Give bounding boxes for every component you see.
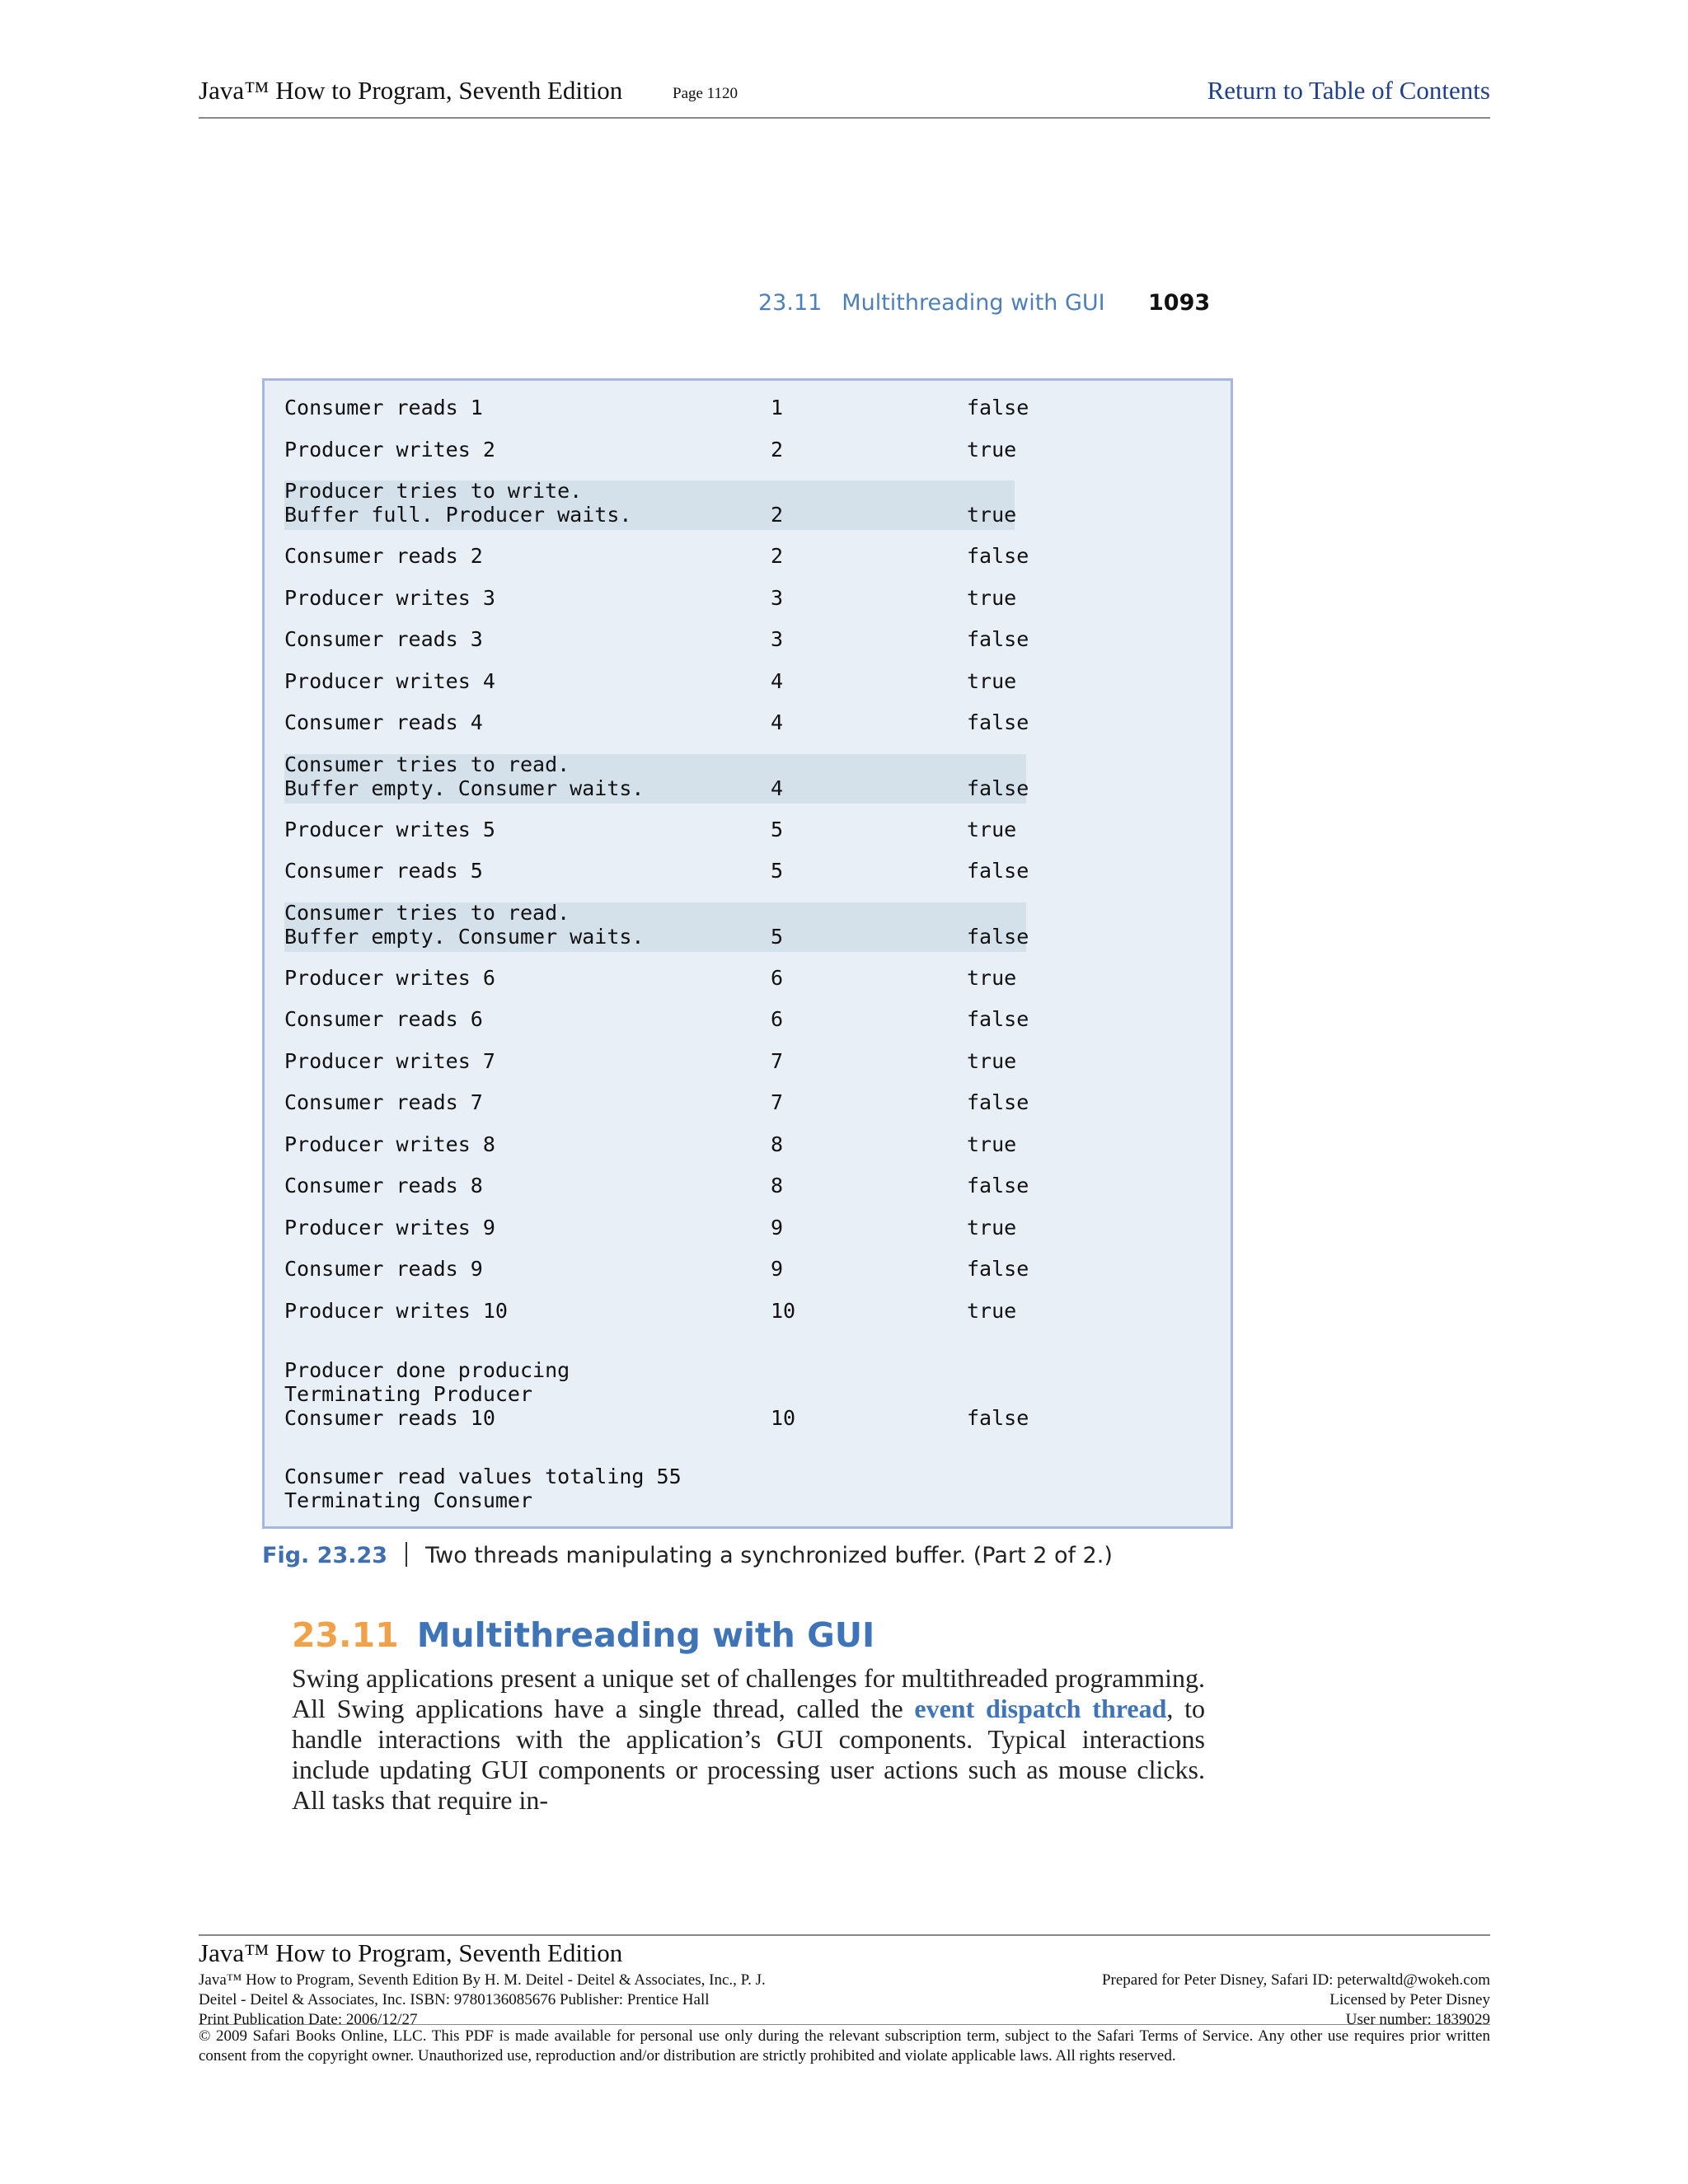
operation-cell: Consumer reads 4 [284,710,483,734]
section-paragraph [292,1663,1205,1816]
occupied-cell: false [967,859,1029,883]
section-heading [292,1615,874,1655]
toc-link[interactable]: Return to Table of Contents [1207,76,1490,105]
operation-cell: Producer writes 5 [284,817,495,841]
operation-cell: Consumer reads 8 [284,1174,483,1197]
footer-isbn-info: Deitel - Deitel & Associates, Inc. ISBN: 9780136085676 Publisher: Prentice Hall [199,1991,710,2008]
header-title: Java™ How to Program, Seventh Edition [199,76,623,105]
operation-cell: Producer writes 4 [284,668,495,693]
consumer-summary-block: Consumer read values totaling 55 Terminating Consumer [284,1465,682,1512]
occupied-cell: true [967,1215,1017,1240]
operation-cell: Consumer tries to read. Buffer empty. Consumer waits. [284,752,645,800]
occupied-cell: true [967,668,1017,693]
operation-cell: Consumer reads 2 [284,544,483,568]
operation-cell: Producer writes 7 [284,1048,495,1073]
operation-cell: Producer writes 9 [284,1215,495,1240]
page-header [199,76,1490,119]
buffer-value-cell: 7 [771,1090,784,1114]
occupied-cell: true [967,965,1017,990]
occupied-cell: false [967,396,1029,419]
buffer-value-cell: 1 [771,396,784,419]
footer-publication-date: Print Publication Date: 2006/12/27 [199,2011,418,2028]
buffer-value-cell: 2 [771,437,784,462]
occupied-cell: false [967,1174,1029,1197]
section-title: Multithreading with GUI [416,1615,875,1655]
paragraph-text-end: , to handle interactions with the application’s GUI components. Typical interactions include updating GUI components or processing user actions such as mouse clicks. All tasks that require in- [292,1694,1206,1815]
operation-cell: Producer writes 10 [284,1298,508,1323]
buffer-value-cell: 4 [771,776,784,800]
occupied-cell: false [967,924,1029,949]
buffer-value-cell: 3 [771,585,784,610]
footer-copyright: © 2009 Safari Books Online, LLC. This PDF is made available for personal use only during the relevant subscription term, subject to the Safari Terms of Service. Any other use requires prior written consent from the copyright owner. Unauthorized use, reproduction and/or distribution are strictly prohibited and violate applicable laws. All rights reserved. [199,2027,1490,2064]
footer-prepared-for: Prepared for Peter Disney, Safari ID: peterwaltd@wokeh.com [1101,1971,1490,1989]
book-page-number: 1093 [1148,290,1211,316]
operation-cell: Consumer reads 6 [284,1007,483,1031]
occupied-cell: false [967,1257,1029,1281]
footer-book-info: Java™ How to Program, Seventh Edition By H. M. Deitel - Deitel & Associates, Inc., P. J. [199,1971,766,1989]
buffer-value-cell: 4 [771,668,784,693]
operation-cell: Consumer reads 5 [284,859,483,883]
occupied-cell: false [967,544,1029,568]
buffer-value-cell: 5 [771,859,784,883]
caption-divider [406,1542,407,1567]
footer-divider-2 [199,2024,1490,2025]
occupied-cell: false [967,627,1029,651]
buffer-value-cell: 3 [771,627,784,651]
buffer-value-cell: 2 [771,503,784,527]
running-head-section: 23.11 [758,290,823,316]
buffer-value-cell: 5 [771,924,784,949]
occupied-cell: false [967,776,1029,800]
buffer-value-cell: 2 [771,544,784,568]
operation-cell: Producer writes 8 [284,1132,495,1156]
figure-caption-text: Two threads manipulating a synchronized buffer. (Part 2 of 2.) [425,1543,1113,1568]
producer-done-block: Producer done producing Terminating Producer Consumer reads 10 [284,1358,570,1430]
operation-cell: Producer writes 3 [284,585,495,610]
footer-title: Java™ How to Program, Seventh Edition [199,1938,623,1967]
buffer-value-cell: 5 [771,817,784,841]
buffer-value-cell: 10 [771,1298,796,1323]
paragraph-text-start: Swing applications present a unique set of challenges for multithreaded programming. All Swing applications have a single thread, called the [292,1663,1205,1723]
buffer-value-cell: 6 [771,965,784,990]
figure-caption [262,1542,1113,1568]
header-page-number: Page 1120 [673,85,738,102]
occupied-cell: false [967,710,1029,734]
buffer-value-cell: 8 [771,1132,784,1156]
occupied-cell: true [967,585,1017,610]
operation-cell: Producer writes 6 [284,965,495,990]
occupied-cell: true [967,1298,1017,1323]
occupied-cell: true [967,437,1017,462]
occupied-cell: false [967,1406,1029,1430]
operation-cell: Consumer reads 3 [284,627,483,651]
running-head-title: Multithreading with GUI [842,290,1105,316]
buffer-value-cell: 7 [771,1048,784,1073]
operation-cell: Consumer reads 9 [284,1257,483,1281]
section-number: 23.11 [292,1615,399,1655]
buffer-value-cell: 4 [771,710,784,734]
occupied-cell: true [967,817,1017,841]
footer-user-number: User number: 1839029 [1345,2011,1490,2028]
occupied-cell: false [967,1007,1029,1031]
buffer-value-cell: 9 [771,1215,784,1240]
buffer-value-cell: 8 [771,1174,784,1197]
occupied-cell: true [967,1048,1017,1073]
buffer-value-cell: 10 [771,1406,796,1430]
figure-label: Fig. 23.23 [262,1543,388,1568]
footer-licensed-by: Licensed by Peter Disney [1329,1991,1490,2008]
operation-cell: Producer tries to write. Buffer full. Producer waits. [284,479,632,527]
program-output-box [262,378,1233,1529]
operation-cell: Producer writes 2 [284,437,495,462]
occupied-cell: true [967,1132,1017,1156]
footer-divider [199,1934,1490,1936]
buffer-value-cell: 6 [771,1007,784,1031]
occupied-cell: false [967,1090,1029,1114]
buffer-value-cell: 9 [771,1257,784,1281]
operation-cell: Consumer reads 1 [284,396,483,419]
paragraph-keyword: event dispatch thread [914,1694,1167,1723]
occupied-cell: true [967,503,1017,527]
operation-cell: Consumer reads 7 [284,1090,483,1114]
running-head [758,290,1105,316]
operation-cell: Consumer tries to read. Buffer empty. Consumer waits. [284,900,645,949]
